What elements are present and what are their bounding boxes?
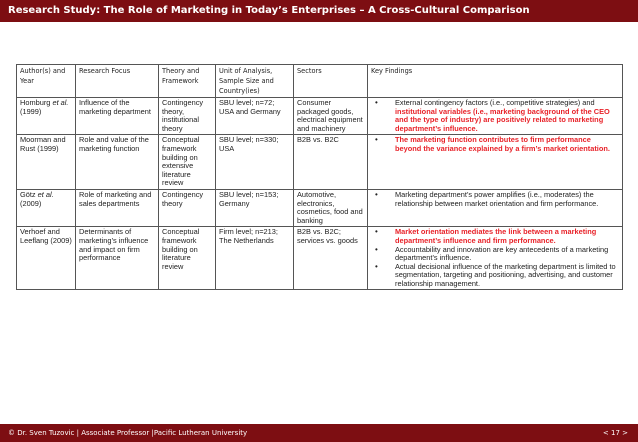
- cell-focus: [76, 98, 159, 135]
- header-theory: Theory and Framework: [159, 65, 216, 98]
- cell-findings: [368, 135, 623, 190]
- header-unit: Unit of Analysis, Sample Size and Country(ies): [216, 65, 294, 98]
- unit-text: SBU level; n=72; USA and Germany: [219, 98, 281, 116]
- cell-theory: [159, 189, 216, 226]
- finding-text: External contingency factors (i.e., competitive strategies) and: [395, 98, 595, 107]
- finding-text: Accountability and innovation are key antecedents of a marketing department’s influence.: [395, 244, 609, 263]
- header-findings: Key Findings: [368, 65, 623, 98]
- sectors-text: B2B vs. B2C; services vs. goods: [297, 227, 358, 245]
- footer: [0, 424, 638, 442]
- findings-list: [371, 136, 619, 153]
- cell-author: [17, 189, 76, 226]
- author-name: Homburg: [20, 98, 53, 107]
- findings-list: [371, 191, 619, 208]
- cell-findings: [368, 98, 623, 135]
- cell-sectors: [294, 98, 368, 135]
- sectors-text: Consumer packaged goods, electrical equipment and machinery: [297, 98, 363, 133]
- cell-findings: [368, 227, 623, 290]
- header-author: Author(s) and Year: [17, 65, 76, 98]
- unit-text: Firm level; n=213; The Netherlands: [219, 227, 278, 245]
- cell-author: [17, 135, 76, 190]
- unit-text: SBU level; n=153; Germany: [219, 189, 279, 208]
- author-name: Verhoef and Leeflang (2009): [20, 227, 72, 245]
- sectors-text: Automotive, electronics, cosmetics, food and banking: [297, 189, 363, 225]
- finding-item: [371, 263, 619, 289]
- focus-text: Role and value of the marketing function: [79, 135, 149, 153]
- author-et-al: et al.: [37, 189, 54, 199]
- focus-text: Role of marketing and sales departments: [79, 189, 152, 208]
- cell-theory: [159, 227, 216, 290]
- focus-text: Determinants of marketing’s influence and impact on firm performance: [79, 227, 149, 263]
- finding-item: [371, 246, 619, 263]
- finding-highlight: The marketing function contributes to firm performance beyond the variance explained by a firm’s market orientation.: [395, 135, 610, 153]
- cell-author: [17, 98, 76, 135]
- cell-sectors: [294, 135, 368, 190]
- table-row: [17, 98, 623, 135]
- table-row: [17, 135, 623, 190]
- author-year: (1999): [20, 106, 42, 116]
- findings-list: [371, 228, 619, 288]
- focus-text: Influence of the marketing department: [79, 98, 151, 116]
- cell-unit: [216, 189, 294, 226]
- finding-item: [371, 99, 619, 133]
- theory-text: Contingency theory: [162, 189, 204, 208]
- author-name: Moorman and Rust (1999): [20, 135, 66, 153]
- slide-title: Research Study: The Role of Marketing in Today’s Enterprises – A Cross-Cultural Comparison: [0, 0, 638, 22]
- author-et-al: et al.: [52, 98, 69, 107]
- table-row: [17, 227, 623, 290]
- cell-focus: [76, 135, 159, 190]
- finding-highlight: Market orientation mediates the link between a marketing department’s influence and firm performance.: [395, 227, 597, 245]
- cell-findings: [368, 189, 623, 226]
- author-year: (2009): [20, 198, 42, 208]
- cell-theory: [159, 135, 216, 190]
- table-row: [17, 189, 623, 226]
- cell-focus: [76, 227, 159, 290]
- cell-sectors: [294, 189, 368, 226]
- author-name: Götz: [20, 189, 38, 199]
- finding-text: Actual decisional influence of the marketing department is limited to segmentation, targeting and positioning, advertising, and customer relationship management.: [395, 261, 616, 288]
- header-sectors: Sectors: [294, 65, 368, 98]
- cell-theory: [159, 98, 216, 135]
- cell-unit: [216, 135, 294, 190]
- page-number: < 17 >: [602, 429, 628, 437]
- theory-text: Conceptual framework building on literature review: [162, 227, 200, 271]
- sectors-text: B2B vs. B2C: [297, 135, 339, 145]
- research-table: [16, 64, 623, 290]
- findings-list: [371, 99, 619, 133]
- finding-highlight: institutional variables (i.e., marketing background of the CEO and the type of industry) are positively related to marketing department’s influence.: [395, 106, 610, 133]
- cell-unit: [216, 98, 294, 135]
- table-header-row: [17, 65, 623, 98]
- theory-text: Contingency theory, institutional theory: [162, 98, 204, 133]
- unit-text: SBU level; n=330; USA: [219, 135, 279, 153]
- footer-credit: © Dr. Sven Tuzovic | Associate Professor |Pacific Lutheran University: [8, 429, 248, 437]
- cell-unit: [216, 227, 294, 290]
- finding-text: Marketing department’s power amplifies (i.e., moderates) the relationship between market orientation and firm performance.: [395, 189, 599, 208]
- cell-sectors: [294, 227, 368, 290]
- cell-author: [17, 227, 76, 290]
- finding-item: [371, 228, 619, 245]
- table-body: [17, 98, 623, 290]
- theory-text: Conceptual framework building on extensive literature review: [162, 135, 200, 188]
- finding-item: [371, 191, 619, 208]
- finding-item: [371, 136, 619, 153]
- cell-focus: [76, 189, 159, 226]
- header-focus: Research Focus: [76, 65, 159, 98]
